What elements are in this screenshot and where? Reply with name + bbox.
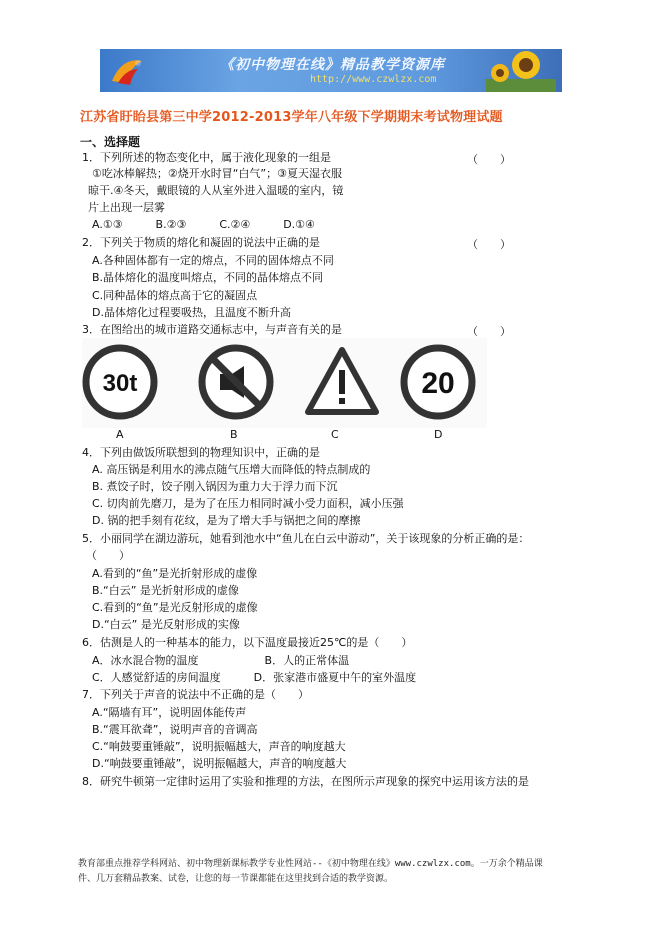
answer-paren-3: （ ） [467,325,511,338]
site-logo-icon [108,55,148,87]
traffic-signs-figure [82,338,487,428]
q4-option-d: D. 锅的把手刻有花纹，是为了增大手与锅把之间的摩擦 [92,514,361,527]
q2-option-b: B.晶体熔化的温度叫熔点，不同的晶体熔点不同 [92,271,324,284]
question-1: 1．下列所述的物态变化中，属于液化现象的一组是 [82,151,331,164]
sign-label-b: B [230,428,238,441]
q1-item-text-3: 片上出现一层雾 [88,201,165,214]
q4-option-c: C. 切肉前先磨刀，是为了在压力相同时减小受力面积，减小压强 [92,497,404,510]
question-3: 3．在图给出的城市道路交通标志中，与声音有关的是 [82,323,342,336]
answer-paren-5: （ ） [86,549,130,562]
footer-line-1: 教育部重点推荐学科网站、初中物理新课标教学专业性网站--《初中物理在线》www.czwlzx.com。一万余个精品课 [78,859,543,869]
warning-triangle-sign-icon [304,344,380,420]
q1-item-text: ①吃冰棒解热；②烧开水时冒“白气”；③夏天湿衣服 [92,167,342,180]
site-banner [100,49,562,92]
q2-option-a: A.各种固体都有一定的熔点，不同的固体熔点不同 [92,254,334,267]
q7-option-d: D.“响鼓要重锤敲”，说明振幅越大，声音的响度越大 [92,757,347,770]
question-4: 4．下列由做饭所联想到的物理知识中，正确的是 [82,446,320,459]
question-7: 7．下列关于声音的说法中不正确的是（ ） [82,688,309,701]
section-heading: 一、选择题 [80,135,141,149]
no-horn-sign-icon [198,344,274,420]
q1-item-text-2: 晾干.④冬天，戴眼镜的人从室外进入温暖的室内，镜 [88,184,344,197]
q5-option-b: B.“白云” 是光折射形成的虚像 [92,584,239,597]
q5-option-a: A.看到的“鱼”是光折射形成的虚像 [92,567,258,580]
q2-option-d: D.晶体熔化过程要吸热，且温度不断升高 [92,306,291,319]
speed-limit-sign-icon [400,344,476,420]
q7-option-b: B.“震耳欲聋”，说明声音的音调高 [92,723,258,736]
answer-paren-1: （ ） [467,153,511,166]
sign-d-text: 20 [421,367,455,400]
sign-label-a: A [116,428,124,441]
q7-option-c: C.“响鼓要重锤敲”，说明振幅越大，声音的响度越大 [92,740,346,753]
q5-option-c: C.看到的“鱼”是光反射形成的虚像 [92,601,258,614]
question-5: 5．小丽同学在湖边游玩，她看到池水中“鱼儿在白云中游动”，关于该现象的分析正确的是： [82,532,530,545]
sign-label-c: C [331,428,339,441]
banner-url: http://www.czwlzx.com [310,74,437,85]
sunflower-icon [486,49,556,92]
q6-options-cd: C．人感觉舒适的房间温度 D．张家港市盛夏中午的室外温度 [92,671,417,684]
sign-label-d: D [434,428,443,441]
page-footer [78,857,598,887]
q2-option-c: C.同种晶体的熔点高于它的凝固点 [92,289,258,302]
question-8: 8．研究牛顿第一定律时运用了实验和推理的方法，在图所示声现象的探究中运用该方法的是 [82,775,529,788]
q6-options-ab: A．冰水混合物的温度 B．人的正常体温 [92,654,350,667]
question-6: 6．估测是人的一种基本的能力，以下温度最接近25℃的是（ ） [82,636,413,649]
question-2: 2．下列关于物质的熔化和凝固的说法中正确的是 [82,236,320,249]
document-title: 江苏省盱眙县第三中学2012-2013学年八年级下学期期末考试物理试题 [80,110,503,125]
q5-option-d: D.“白云” 是光反射形成的实像 [92,618,240,631]
answer-paren-2: （ ） [467,238,511,251]
q4-option-b: B. 煮饺子时，饺子刚入锅因为重力大于浮力而下沉 [92,480,338,493]
q4-option-a: A. 高压锅是利用水的沸点随气压增大而降低的特点制成的 [92,463,371,476]
footer-line-2: 件、几万套精品教案、试卷，让您的每一节课都能在这里找到合适的教学资源。 [78,874,394,884]
banner-title: 《初中物理在线》精品教学资源库 [220,57,445,73]
q7-option-a: A.“隔墙有耳”，说明固体能传声 [92,706,247,719]
q1-options: A.①③ B.②③ C.②④ D.①④ [92,218,315,231]
weight-limit-sign-icon [82,344,158,420]
sign-a-text: 30t [102,370,138,397]
